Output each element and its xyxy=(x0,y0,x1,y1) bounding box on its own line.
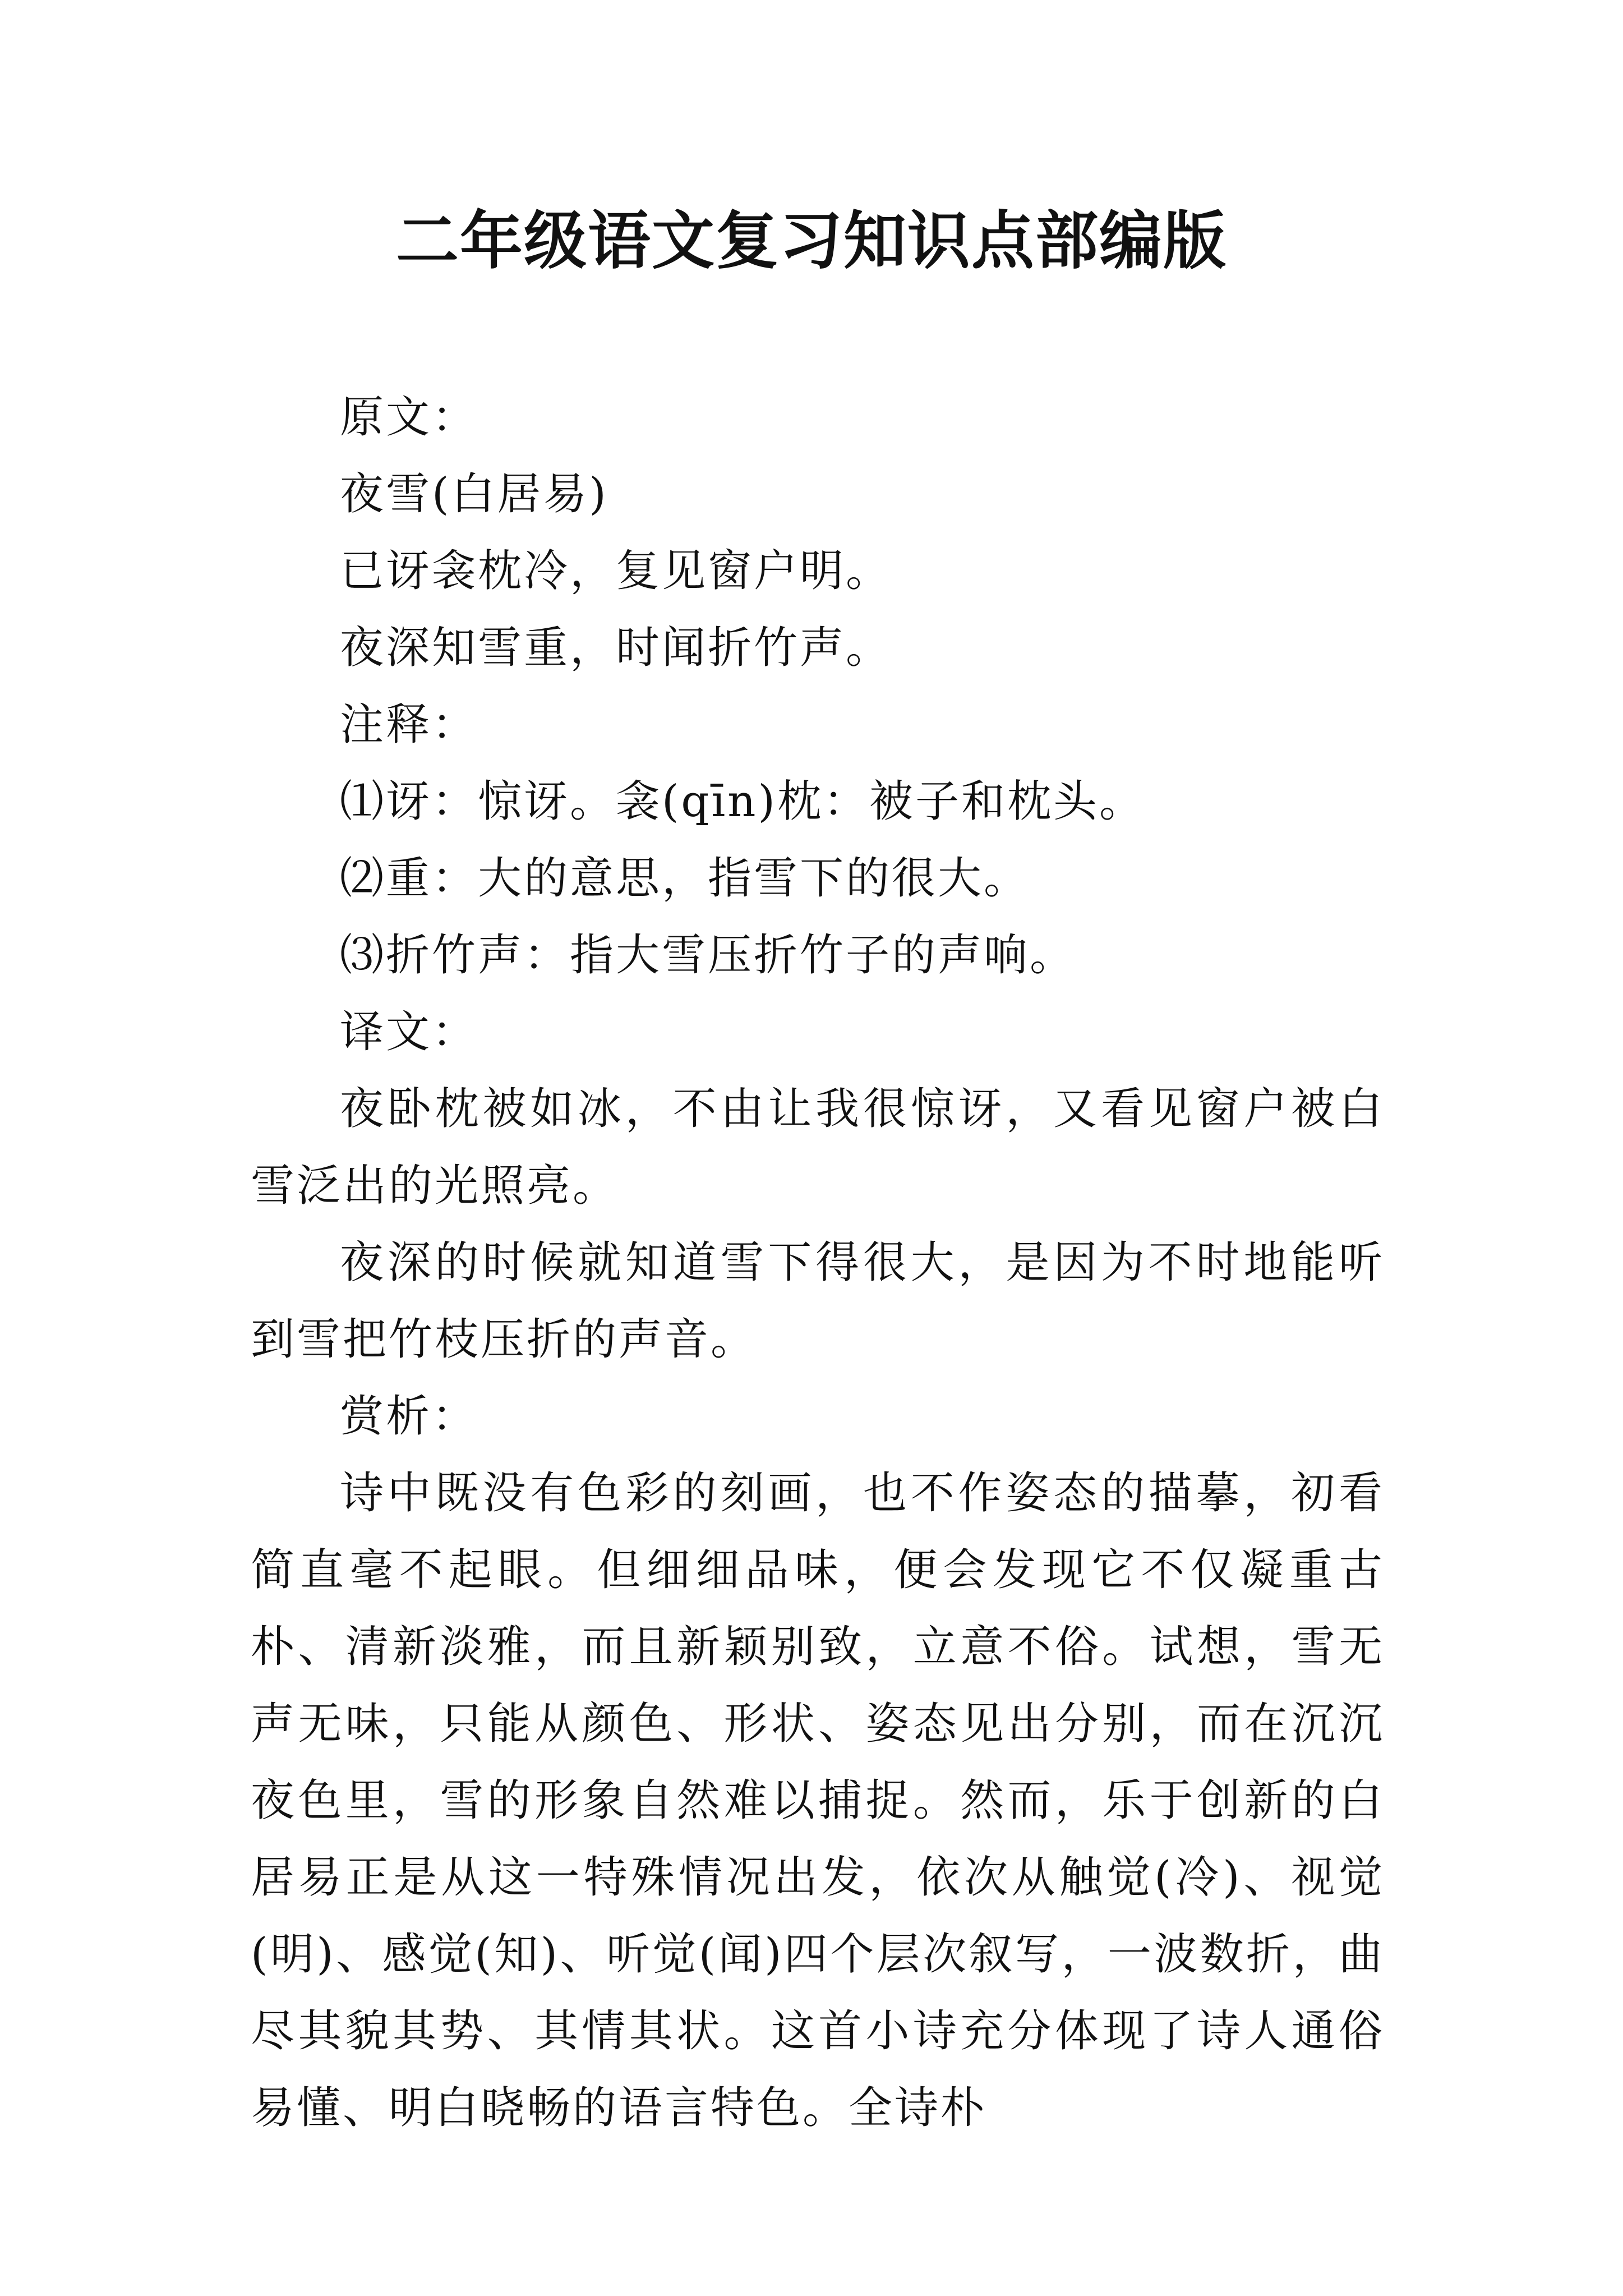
annotation-3: ⑶折竹声：指大雪压折竹子的声响。 xyxy=(340,930,1076,981)
annotation-1: ⑴讶：惊讶。衾(qīn)枕：被子和枕头。 xyxy=(340,776,1145,827)
heading-translation: 译文： xyxy=(340,1007,478,1057)
poem-title: 夜雪(白居易) xyxy=(340,469,608,519)
heading-appreciation: 赏析： xyxy=(340,1391,478,1442)
document-title: 二年级语文复习知识点部编版 xyxy=(396,204,1227,278)
document-body xyxy=(251,379,1385,2147)
poem-line-2: 夜深知雪重，时闻折竹声。 xyxy=(340,623,892,673)
annotation-2: ⑵重：大的意思，指雪下的很大。 xyxy=(340,853,1030,904)
poem-line-1: 已讶衾枕冷，复见窗户明。 xyxy=(340,546,892,596)
translation-paragraph-1: 夜卧枕被如冰，不由让我很惊讶，又看见窗户被白雪泛出的光照亮。 xyxy=(251,1084,1385,1211)
translation-paragraph-2: 夜深的时候就知道雪下得很大，是因为不时地能听到雪把竹枝压折的声音。 xyxy=(251,1237,1385,1365)
heading-original-text: 原文： xyxy=(340,392,478,443)
appreciation-paragraph: 诗中既没有色彩的刻画，也不作姿态的描摹，初看简直毫不起眼。但细细品味，便会发现它不仅凝重古朴、清新淡雅，而且新颖别致，立意不俗。试想，雪无声无味，只能从颜色、形状、姿态见出分别，而在沉沉夜色里，雪的形象自然难以捕捉。然而，乐于创新的白居易正是从这一特殊情况出发，依次从触觉(冷)、视觉(明)、感觉(知)、听觉(闻)四个层次叙写，一波数折，曲尽其貌其势、其情其状。这首小诗充分体现了诗人通俗易懂、明白晓畅的语言特色。全诗朴 xyxy=(251,1468,1385,2133)
heading-annotations: 注释： xyxy=(340,700,478,750)
